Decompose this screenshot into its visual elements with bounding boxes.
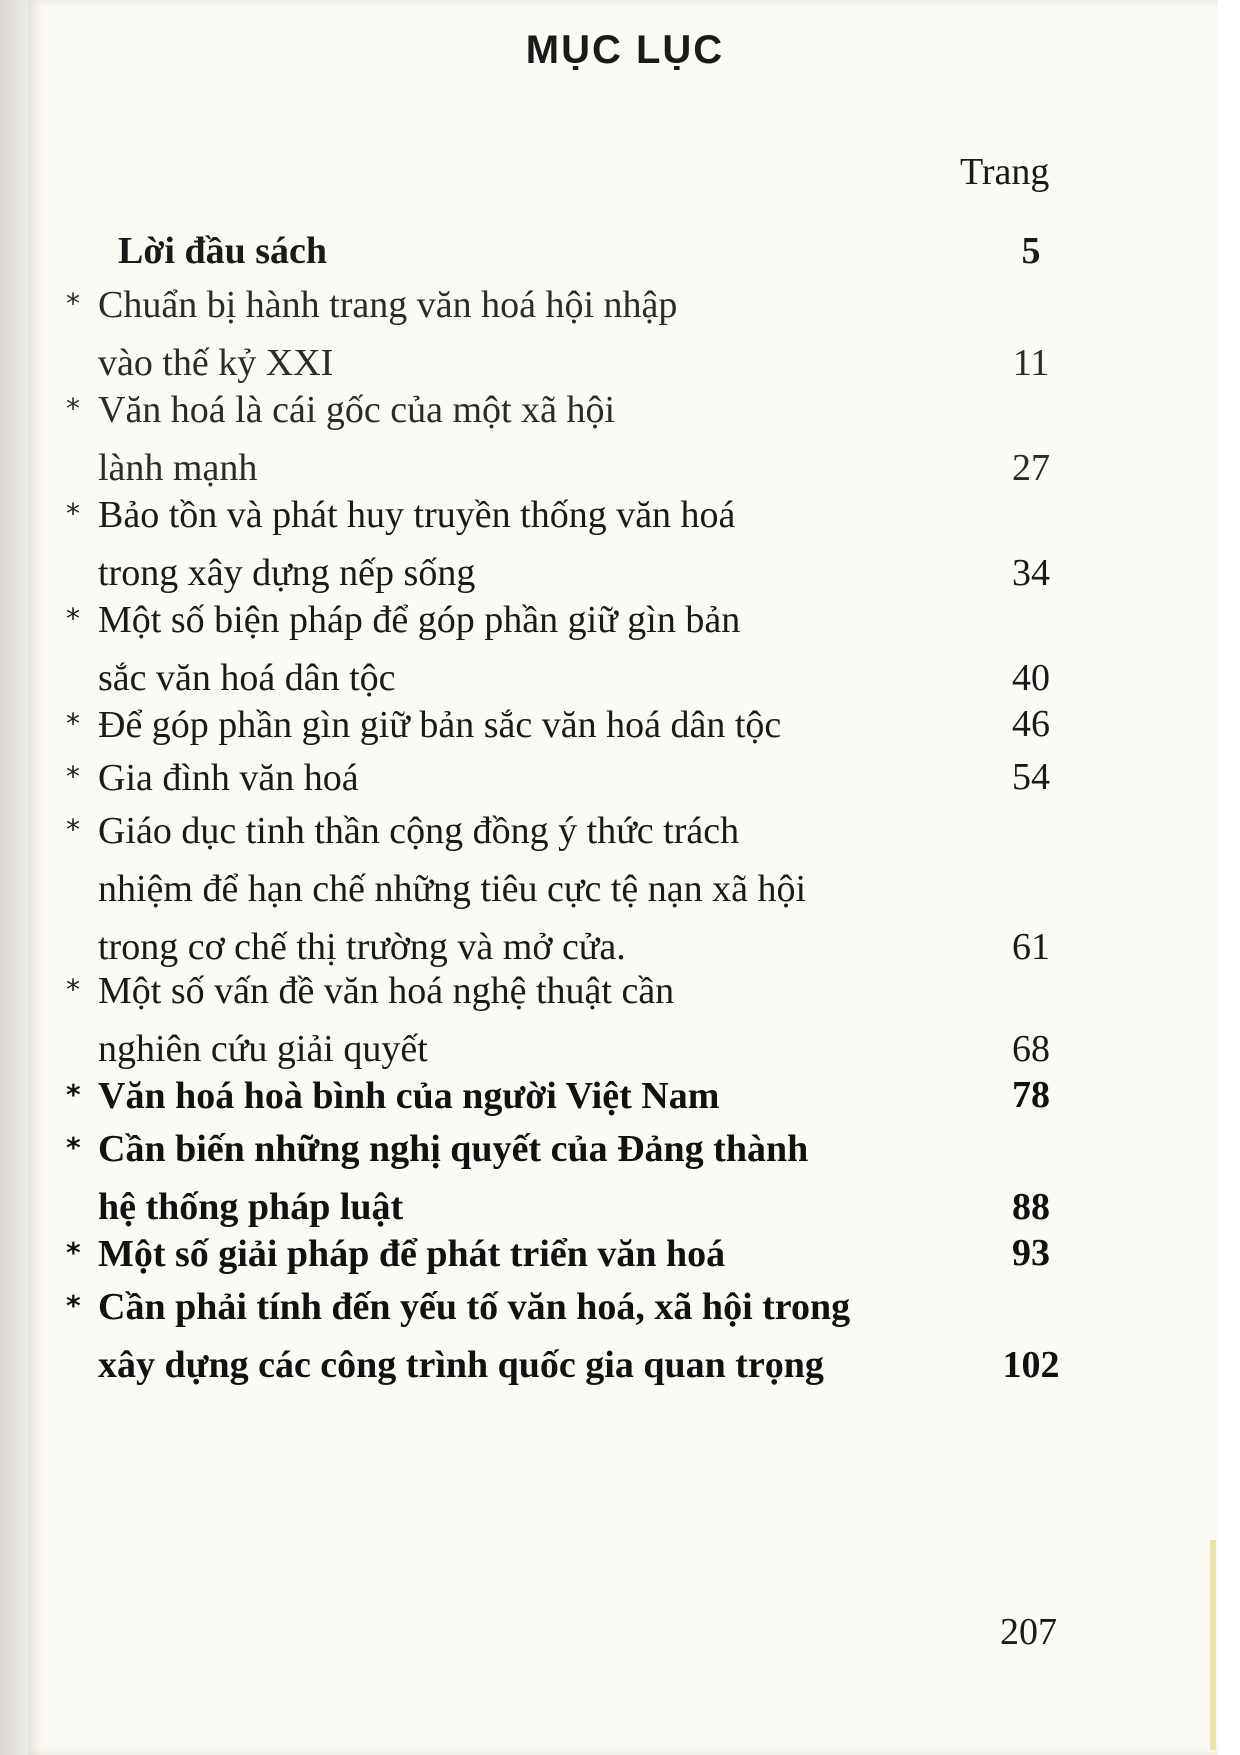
toc-entry-line	[66, 1224, 1076, 1283]
toc-entry-line	[66, 1336, 1076, 1394]
toc-entry-line	[66, 380, 1076, 439]
toc-entry-text: Bảo tồn và phát huy truyền thống văn hoá	[98, 494, 736, 536]
toc-entry-text: Cần phải tính đến yếu tố văn hoá, xã hội trong	[98, 1286, 851, 1328]
toc-page-number: 27	[1012, 447, 1050, 489]
toc-entry-line	[66, 801, 1076, 860]
bullet-asterisk: *	[66, 1078, 81, 1111]
toc-entry-line	[66, 485, 1076, 544]
toc-entry-text: Văn hoá hoà bình của người Việt Nam	[98, 1075, 720, 1117]
toc-entry-text: trong xây dựng nếp sống	[98, 552, 476, 594]
toc-entry-line	[66, 1119, 1076, 1178]
toc-page-number: 34	[1012, 552, 1050, 594]
toc-entry-line	[66, 961, 1076, 1020]
toc-entry-text: Văn hoá là cái gốc của một xã hội	[98, 389, 616, 431]
toc-page-number: 5	[1021, 230, 1041, 272]
page-title: MỤC LỤC	[525, 28, 725, 72]
bullet-asterisk: *	[66, 602, 80, 635]
toc-entry-text: vào thế kỷ XXI	[98, 342, 334, 384]
bullet-asterisk: *	[66, 973, 80, 1006]
toc-page-number: 88	[1012, 1186, 1050, 1228]
toc-entry-line	[66, 748, 1076, 807]
toc-entry-text: Để góp phần gìn giữ bản sắc văn hoá dân tộc	[98, 704, 782, 746]
toc-entry-text: xây dựng các công trình quốc gia quan trọng	[98, 1344, 824, 1386]
bullet-asterisk: *	[66, 760, 80, 793]
toc-page-number: 68	[1012, 1028, 1050, 1070]
toc-entry	[66, 695, 1076, 754]
toc-entry-line	[66, 695, 1076, 754]
toc-entry	[66, 1066, 1076, 1125]
toc-entry-line	[66, 1277, 1076, 1336]
toc-entry	[66, 1119, 1076, 1236]
toc-entry-text: Gia đình văn hoá	[98, 757, 359, 799]
toc-page-number: 46	[1012, 703, 1050, 745]
toc-entry-text: nhiệm để hạn chế những tiêu cực tệ nạn xã hội	[98, 868, 807, 910]
toc-entry	[66, 380, 1076, 497]
toc-entry-text: Giáo dục tinh thần cộng đồng ý thức trách	[98, 810, 740, 852]
toc-entry-text: Một số vấn đề văn hoá nghệ thuật cần	[98, 970, 675, 1012]
toc-entry	[66, 961, 1076, 1078]
toc-entry-text: Cần biến những nghị quyết của Đảng thành	[98, 1128, 809, 1170]
toc-entry-text: Một số giải pháp để phát triển văn hoá	[98, 1233, 726, 1275]
toc-page-number: 40	[1012, 657, 1050, 699]
bullet-asterisk: *	[66, 1236, 81, 1269]
toc-entry-line	[66, 1066, 1076, 1125]
bullet-asterisk: *	[66, 497, 80, 530]
bullet-asterisk: *	[66, 1289, 81, 1322]
page-column-header: Trang	[960, 151, 1050, 193]
bullet-asterisk: *	[66, 392, 80, 425]
footer-page-number: 207	[1000, 1611, 1057, 1653]
toc-entry-text: nghiên cứu giải quyết	[98, 1028, 428, 1070]
toc-entry-text: lành mạnh	[98, 447, 258, 489]
toc-page-number: 11	[1012, 342, 1050, 384]
toc-entry-line	[66, 590, 1076, 649]
bullet-asterisk: *	[66, 1131, 81, 1164]
toc-entry	[66, 1277, 1076, 1394]
toc-page-number: 93	[1012, 1232, 1050, 1274]
bullet-asterisk: *	[66, 813, 80, 846]
toc-entry	[66, 1224, 1076, 1283]
toc-entry	[66, 801, 1076, 976]
toc-entry-line	[66, 860, 1076, 918]
toc-entry-line	[66, 275, 1076, 334]
toc-page-number: 61	[1012, 926, 1050, 968]
toc-entry-text: sắc văn hoá dân tộc	[98, 657, 396, 699]
bullet-asterisk: *	[66, 707, 80, 740]
toc-entry	[66, 485, 1076, 602]
toc-entry	[66, 590, 1076, 707]
toc-page-number: 102	[1002, 1344, 1060, 1386]
toc-entry	[66, 275, 1076, 392]
toc-entry-text: Chuẩn bị hành trang văn hoá hội nhập	[98, 284, 678, 326]
toc-entry	[66, 748, 1076, 807]
toc-entry-label: Lời đầu sách	[118, 230, 327, 272]
toc-entry-text: Một số biện pháp để góp phần giữ gìn bản	[98, 599, 741, 641]
page-right-mark	[1210, 1540, 1216, 1750]
bullet-asterisk: *	[66, 287, 80, 320]
toc-entry-text: trong cơ chế thị trường và mở cửa.	[98, 926, 626, 968]
toc-page-number: 78	[1012, 1074, 1050, 1116]
page-left-edge	[0, 0, 28, 1755]
toc-entry-intro	[66, 222, 1076, 280]
toc-entry-text: hệ thống pháp luật	[98, 1186, 404, 1228]
toc-page-number: 54	[1012, 756, 1050, 798]
